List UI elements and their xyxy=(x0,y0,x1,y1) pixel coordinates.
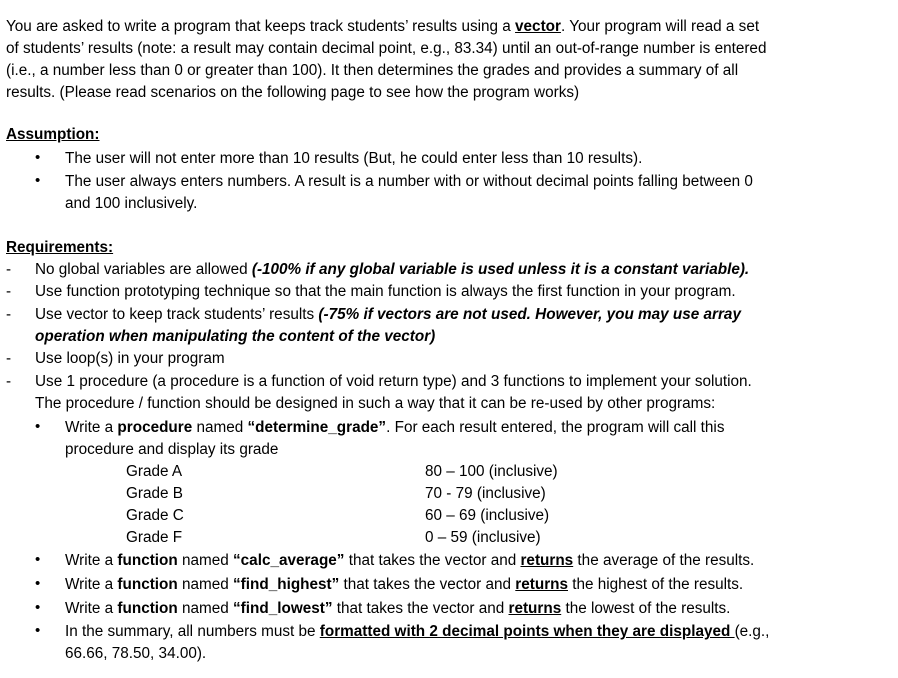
sub-item-text: the highest of the results. xyxy=(568,576,744,593)
sub-item-find-highest xyxy=(65,576,743,594)
sub-item-text: In the summary, all numbers must be xyxy=(65,623,320,640)
grade-range: 70 - 79 (inclusive) xyxy=(425,485,546,502)
sub-item-text: the average of the results. xyxy=(573,552,755,569)
sub-item-text: Write a xyxy=(65,552,118,569)
dash-icon: - xyxy=(6,283,12,300)
intro-line-2: of students’ results (note: a result may contain decimal point, e.g., 83.34) until an out-of-range number is entered xyxy=(6,40,767,57)
sub-item-text: named xyxy=(192,419,248,436)
sub-item-text: that takes the vector and xyxy=(332,600,509,617)
bullet-icon: • xyxy=(35,551,41,568)
sub-item-text: that takes the vector and xyxy=(344,552,521,569)
requirement-1 xyxy=(35,261,749,279)
requirement-4: Use loop(s) in your program xyxy=(35,350,225,367)
requirement-text: No global variables are allowed xyxy=(35,261,252,278)
requirement-5-line-2: The procedure / function should be designed in such a way that it can be re-used by other programs: xyxy=(35,395,716,412)
dash-icon: - xyxy=(6,350,12,367)
grade-range: 80 – 100 (inclusive) xyxy=(425,463,558,480)
dash-icon: - xyxy=(6,373,12,390)
function-name: “find_highest” xyxy=(233,576,340,593)
bullet-icon: • xyxy=(35,575,41,592)
sub-item-text: Write a xyxy=(65,419,118,436)
vector-keyword: vector xyxy=(515,18,561,35)
sub-item-text: Write a xyxy=(65,576,118,593)
function-name: “determine_grade” xyxy=(247,419,387,436)
assumption-item-2-line-2: and 100 inclusively. xyxy=(65,195,198,212)
intro-text: You are asked to write a program that keeps track students’ results using a xyxy=(6,18,516,35)
keyword-procedure: procedure xyxy=(117,419,193,436)
bullet-icon: • xyxy=(35,149,41,166)
keyword-function: function xyxy=(117,600,178,617)
keyword-returns: returns xyxy=(508,600,562,617)
sub-item-text: named xyxy=(177,600,234,617)
bullet-icon: • xyxy=(35,172,41,189)
function-name: “calc_average” xyxy=(233,552,345,569)
dash-icon: - xyxy=(6,261,12,278)
penalty-text: (-75% if vectors are not used. However, you may use array xyxy=(318,306,741,323)
intro-line-1 xyxy=(6,18,759,36)
intro-text: . Your program will read a set xyxy=(560,18,760,35)
sub-item-text: (e.g., xyxy=(734,623,770,640)
sub-item-text: the lowest of the results. xyxy=(561,600,731,617)
sub-item-text: that takes the vector and xyxy=(339,576,516,593)
sub-item-text: named xyxy=(177,576,234,593)
sub-item-summary-format xyxy=(65,623,769,641)
assumption-item-1: The user will not enter more than 10 results (But, he could enter less than 10 results). xyxy=(65,150,643,167)
requirement-text: Use vector to keep track students’ results xyxy=(35,306,319,323)
grade-range: 60 – 69 (inclusive) xyxy=(425,507,550,524)
requirements-heading: Requirements: xyxy=(6,239,114,256)
bullet-icon: • xyxy=(35,622,41,639)
function-name: “find_lowest” xyxy=(233,600,333,617)
penalty-text: (-100% if any global variable is used unless it is a constant variable). xyxy=(251,261,750,278)
sub-item-find-lowest xyxy=(65,600,730,618)
grade-range: 0 – 59 (inclusive) xyxy=(425,529,541,546)
grade-label: Grade B xyxy=(126,485,183,502)
grade-label: Grade F xyxy=(126,529,183,546)
bullet-icon: • xyxy=(35,418,41,435)
keyword-function: function xyxy=(117,552,178,569)
requirement-2: Use function prototyping technique so that the main function is always the first function in your program. xyxy=(35,283,736,300)
intro-line-3: (i.e., a number less than 0 or greater than 100). It then determines the grades and provides a summary of all xyxy=(6,62,739,79)
requirement-5-line-1: Use 1 procedure (a procedure is a function of void return type) and 3 functions to implement your solution. xyxy=(35,373,752,390)
sub-item-summary-format-line-2: 66.66, 78.50, 34.00). xyxy=(65,645,207,662)
grade-label: Grade A xyxy=(126,463,183,480)
dash-icon: - xyxy=(6,306,12,323)
sub-item-text: . For each result entered, the program will call this xyxy=(386,419,725,436)
assumption-heading: Assumption: xyxy=(6,126,100,143)
keyword-returns: returns xyxy=(515,576,568,593)
bullet-icon: • xyxy=(35,599,41,616)
sub-item-determine-grade-line-2: procedure and display its grade xyxy=(65,441,279,458)
sub-item-text: named xyxy=(177,552,234,569)
grade-label: Grade C xyxy=(126,507,184,524)
sub-item-text: Write a xyxy=(65,600,118,617)
assumption-item-2-line-1: The user always enters numbers. A result is a number with or without decimal points falling between 0 xyxy=(65,173,753,190)
intro-line-4: results. (Please read scenarios on the following page to see how the program works) xyxy=(6,84,580,101)
format-requirement: formatted with 2 decimal points when they are displayed xyxy=(319,623,735,640)
keyword-function: function xyxy=(117,576,178,593)
requirement-3-line-2: operation when manipulating the content of the vector) xyxy=(35,328,436,345)
keyword-returns: returns xyxy=(520,552,574,569)
sub-item-calc-average xyxy=(65,552,754,570)
sub-item-determine-grade xyxy=(65,419,724,437)
requirement-3 xyxy=(35,306,741,324)
